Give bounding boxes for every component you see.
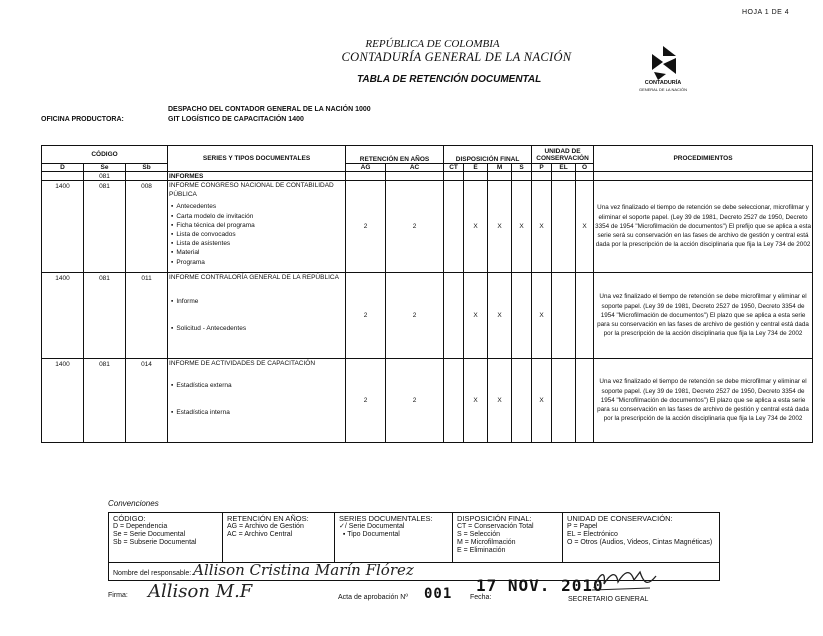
- cell-d: 1400: [42, 181, 84, 273]
- cell-d: 1400: [42, 359, 84, 443]
- cell-el: [552, 359, 576, 443]
- cell-sb: 008: [126, 181, 168, 273]
- header-unidad: UNIDAD DE CONSERVACIÓN: [532, 146, 594, 164]
- cell-ct: [444, 273, 464, 359]
- series-title: INFORME CONGRESO NACIONAL DE CONTABILIDAD PÚBLICA: [169, 182, 334, 199]
- list-item: ▪ Lista de convocados: [171, 230, 344, 239]
- list-item: ▪ Carta modelo de invitación: [171, 212, 344, 221]
- list-item: ▪ Programa: [171, 258, 344, 267]
- procedure-text: Una vez finalizado el tiempo de retención se debe microfilmar y eliminar el soporte papel. (Ley 39 de 1981, Decreto 2527 de 1950, Decreto 3354 de 1954 "Microfilmación de documentos") El plazo que se aplica a esta serie para su conservación en las fases de archivo de gestión y central está dada por la prescripción de la acción disciplinaria que fija la Ley 734 de 2002: [594, 273, 813, 359]
- cell-ag: 2: [346, 181, 386, 273]
- firma-label: Firma:: [108, 592, 128, 599]
- cell-ag: 2: [346, 273, 386, 359]
- series-cell: [168, 359, 346, 443]
- legend-item: EL = Electrónico: [567, 531, 618, 538]
- list-item: ▪ Antecedentes: [171, 202, 344, 211]
- list-item: ▪ Estadística interna: [171, 408, 344, 417]
- cell-se: 081: [84, 273, 126, 359]
- list-item: ▪ Material: [171, 248, 344, 257]
- cell-sb: 014: [126, 359, 168, 443]
- legend-item: M = Microfilmación: [457, 539, 516, 546]
- cell-s: [512, 273, 532, 359]
- cell-e: X: [464, 181, 488, 273]
- cell-el: [552, 181, 576, 273]
- fecha-label: Fecha:: [470, 594, 492, 601]
- series-title: INFORME CONTRALORÍA GENERAL DE LA REPÚBLICA: [169, 274, 339, 281]
- legend-item: AG = Archivo de Gestión: [227, 523, 304, 530]
- header-d: D: [42, 164, 84, 172]
- cell-e: X: [464, 273, 488, 359]
- header-disposicion: DISPOSICIÓN FINAL: [444, 146, 532, 164]
- list-item: ▪ Lista de asistentes: [171, 239, 344, 248]
- list-item: ▪ Estadística externa: [171, 381, 344, 390]
- cell-m: X: [488, 359, 512, 443]
- header-ct: CT: [444, 164, 464, 172]
- legend-disposicion: [453, 513, 563, 563]
- series-name: INFORMES: [168, 172, 346, 181]
- cell-se: 081: [84, 181, 126, 273]
- cell-e: X: [464, 359, 488, 443]
- legend-item: Se = Serie Documental: [113, 531, 186, 538]
- cell-el: [552, 273, 576, 359]
- cell-m: X: [488, 273, 512, 359]
- legend-item: P = Papel: [567, 523, 598, 530]
- header-s: S: [512, 164, 532, 172]
- legend-item: S = Selección: [457, 531, 500, 538]
- cell-sb: 011: [126, 273, 168, 359]
- series-cell: [168, 273, 346, 359]
- series-code: 081: [84, 172, 126, 181]
- table-row: [42, 359, 813, 443]
- legend-retencion: [223, 513, 335, 563]
- office-line-2: GIT LOGÍSTICO DE CAPACITACIÓN 1400: [168, 116, 304, 123]
- legend-item: D = Dependencia: [113, 523, 168, 530]
- cell-ct: [444, 181, 464, 273]
- header-m: M: [488, 164, 512, 172]
- header-sb: Sb: [126, 164, 168, 172]
- legend-item: ✓/ Serie Documental: [339, 523, 405, 530]
- cell-s: [512, 359, 532, 443]
- logo-subtext: GENERAL DE LA NACIÓN: [638, 87, 688, 92]
- cell-se: 081: [84, 359, 126, 443]
- acta-number: 001: [424, 586, 453, 602]
- legend-item: O = Otros (Audios, Videos, Cintas Magnéticas): [567, 539, 713, 546]
- legend-item: E = Eliminación: [457, 547, 506, 554]
- header-ac: AC: [386, 164, 444, 172]
- page-number: HOJA 1 DE 4: [742, 9, 790, 16]
- country-title: REPÚBLICA DE COLOMBIA: [365, 38, 500, 50]
- conventions-label: Convenciones: [108, 499, 159, 508]
- legend-title: CÓDIGO:: [113, 514, 146, 523]
- legend-series: [335, 513, 453, 563]
- legend-codigo: [109, 513, 223, 563]
- secretario-label: SECRETARIO GENERAL: [568, 596, 649, 603]
- office-line-1: DESPACHO DEL CONTADOR GENERAL DE LA NACIÓN 1000: [168, 106, 371, 113]
- legend-item: CT = Conservación Total: [457, 523, 534, 530]
- cell-m: X: [488, 181, 512, 273]
- logo-text: CONTADURÍA: [644, 80, 682, 86]
- header-el: EL: [552, 164, 576, 172]
- legend-item: AC = Archivo Central: [227, 531, 293, 538]
- legend-title: DISPOSICIÓN FINAL:: [457, 514, 532, 523]
- legend-unidad: [563, 513, 720, 563]
- header-p: P: [532, 164, 552, 172]
- table-row: [42, 181, 813, 273]
- cell-ac: 2: [386, 181, 444, 273]
- cell-ct: [444, 359, 464, 443]
- cell-o: X: [576, 181, 594, 273]
- header-se: Se: [84, 164, 126, 172]
- cell-p: X: [532, 273, 552, 359]
- procedure-text: Una vez finalizado el tiempo de retención se debe seleccionar, microfilmar y eliminar el soporte papel. (Ley 39 de 1981, Decreto 2527 de 1950, Decreto 3354 de 1954 "Microfilmación de documentos") El prefijo que se aplica a esta serie será su conservación en las fases de archivo de gestión y central está dada por la prescripción de la acción disciplinaria que fija la Ley 734 de 2002: [594, 181, 813, 273]
- list-item: ▪ Informe: [171, 297, 344, 306]
- legend-title: UNIDAD DE CONSERVACIÓN:: [567, 514, 673, 523]
- firma-signature: Allison M.F: [148, 581, 253, 602]
- table-row: [42, 273, 813, 359]
- list-item: ▪ Ficha técnica del programa: [171, 221, 344, 230]
- series-title: INFORME DE ACTIVIDADES DE CAPACITACIÓN: [169, 360, 316, 367]
- cell-d: 1400: [42, 273, 84, 359]
- legend-item: ▪ Tipo Documental: [339, 531, 400, 538]
- office-label: OFICINA PRODUCTORA:: [41, 116, 124, 123]
- responsable-signature: Allison Cristina Marín Flórez: [193, 560, 414, 579]
- header-e: E: [464, 164, 488, 172]
- legend-item: Sb = Subserie Documental: [113, 539, 197, 546]
- acta-label: Acta de aprobación Nº: [338, 594, 408, 601]
- secretary-signature-icon: [590, 566, 660, 594]
- cell-o: [576, 359, 594, 443]
- cell-p: X: [532, 359, 552, 443]
- fecha-stamp: 17 NOV. 2010: [476, 576, 604, 595]
- responsable-label: Nombre del responsable:: [113, 569, 192, 577]
- legend-title: RETENCIÓN EN AÑOS:: [227, 514, 309, 523]
- header-series: SERIES Y TIPOS DOCUMENTALES: [168, 146, 346, 172]
- list-item: ▪ Solicitud - Antecedentes: [171, 324, 344, 333]
- cell-ag: 2: [346, 359, 386, 443]
- header-retencion: RETENCIÓN EN AÑOS: [346, 146, 444, 164]
- cell-s: X: [512, 181, 532, 273]
- header-ag: AG: [346, 164, 386, 172]
- header-procedimientos: PROCEDIMIENTOS: [594, 146, 813, 172]
- procedure-text: Una vez finalizado el tiempo de retención se debe microfilmar y eliminar el soporte papel. (Ley 39 de 1981, Decreto 2527 de 1950, Decreto 3354 de 1954 "Microfilmación de documentos") El plazo que se aplica a esta serie para su conservación en las fases de archivo de gestión y central está dada por la prescripción de la acción disciplinaria que fija la Ley 734 de 2002: [594, 359, 813, 443]
- header-codigo: CÓDIGO: [42, 146, 168, 164]
- header-o: O: [576, 164, 594, 172]
- series-cell: [168, 181, 346, 273]
- cell-ac: 2: [386, 273, 444, 359]
- legend-title: SERIES DOCUMENTALES:: [339, 514, 433, 523]
- retention-table: [41, 145, 813, 443]
- cell-p: X: [532, 181, 552, 273]
- document-title: TABLA DE RETENCIÓN DOCUMENTAL: [357, 74, 542, 85]
- cell-ac: 2: [386, 359, 444, 443]
- cell-o: [576, 273, 594, 359]
- institution-title: CONTADURÍA GENERAL DE LA NACIÓN: [341, 50, 572, 64]
